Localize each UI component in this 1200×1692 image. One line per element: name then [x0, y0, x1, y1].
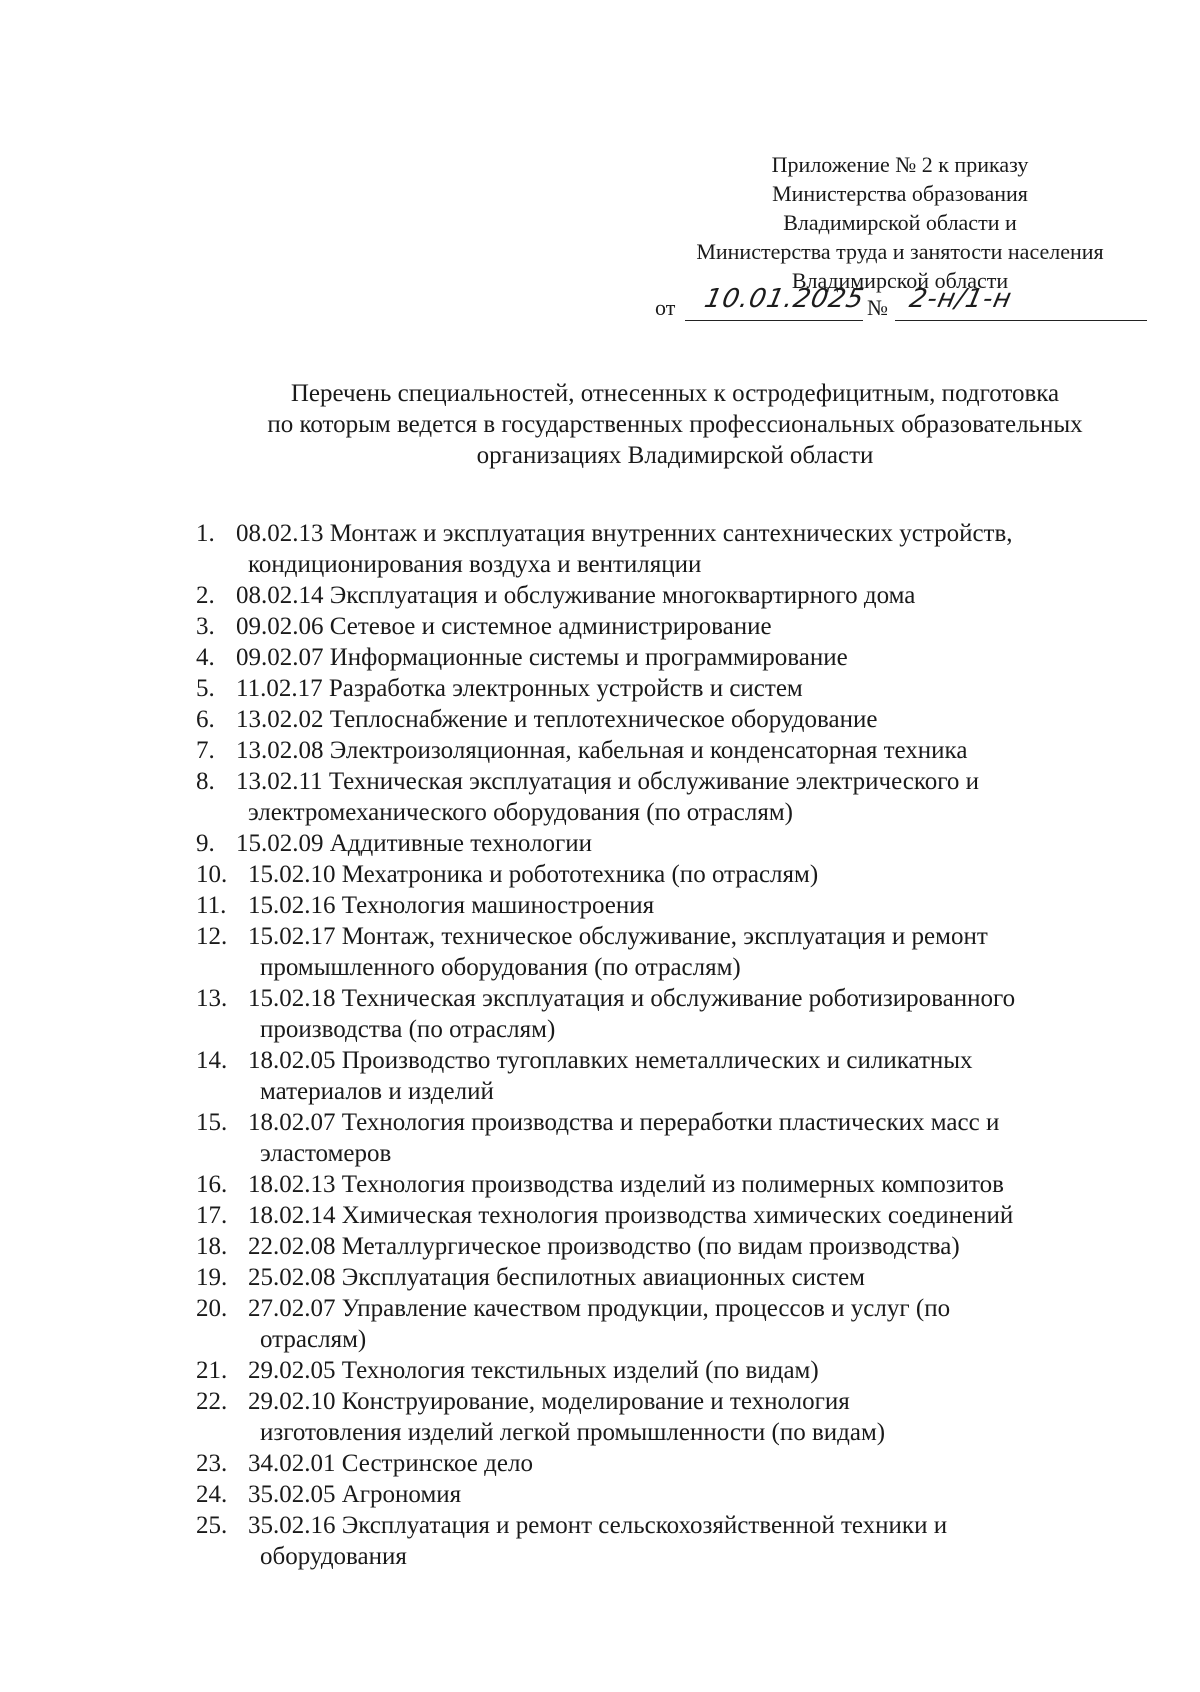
- item-number: 14.: [196, 1047, 228, 1074]
- header-line: Министерства образования: [772, 181, 1028, 206]
- title-line: Перечень специальностей, отнесенных к остродефицитным, подготовка: [290, 380, 1060, 407]
- number-underline: [895, 320, 1147, 321]
- list-item: [196, 1448, 1156, 1479]
- list-item: [196, 1107, 1156, 1169]
- item-text-continuation: материалов и изделий: [260, 1078, 494, 1105]
- item-number: 9.: [196, 830, 215, 857]
- item-text: 09.02.06 Сетевое и системное администрирование: [236, 613, 772, 640]
- item-text: 34.02.01 Сестринское дело: [248, 1450, 533, 1477]
- list-item: [196, 1510, 1156, 1572]
- list-item: [196, 828, 1156, 859]
- item-text: 22.02.08 Металлургическое производство (по видам производства): [248, 1233, 960, 1260]
- item-number: 3.: [196, 613, 215, 640]
- item-number: 4.: [196, 644, 215, 671]
- document-title: [200, 378, 1150, 471]
- list-item: [196, 1045, 1156, 1107]
- list-item: [196, 1293, 1156, 1355]
- list-item: [196, 611, 1156, 642]
- handwritten-date: 10.01.2025: [701, 284, 868, 314]
- item-text: 13.02.08 Электроизоляционная, кабельная и конденсаторная техника: [236, 737, 968, 764]
- list-item: [196, 580, 1156, 611]
- item-number: 25.: [196, 1512, 228, 1539]
- item-text-continuation: отраслям): [260, 1326, 367, 1353]
- item-number: 6.: [196, 706, 215, 733]
- item-number: 18.: [196, 1233, 228, 1260]
- list-item: [196, 921, 1156, 983]
- item-text: 11.02.17 Разработка электронных устройств и систем: [236, 675, 803, 702]
- item-text: 18.02.14 Химическая технология производства химических соединений: [248, 1202, 1014, 1229]
- list-item: [196, 1200, 1156, 1231]
- item-number: 20.: [196, 1295, 228, 1322]
- item-text: 15.02.10 Мехатроника и робототехника (по отраслям): [248, 861, 819, 888]
- item-text: 09.02.07 Информационные системы и программирование: [236, 644, 848, 671]
- header-line: Министерства труда и занятости населения: [696, 239, 1104, 264]
- item-text: 27.02.07 Управление качеством продукции, процессов и услуг (по: [248, 1295, 951, 1322]
- list-item: [196, 673, 1156, 704]
- number-label: №: [867, 295, 888, 320]
- item-text: 25.02.08 Эксплуатация беспилотных авиационных систем: [248, 1264, 865, 1291]
- item-text: 29.02.10 Конструирование, моделирование и технология: [248, 1388, 850, 1415]
- item-number: 8.: [196, 768, 215, 795]
- item-text: 13.02.11 Техническая эксплуатация и обслуживание электрического и: [236, 768, 980, 795]
- list-item: [196, 1169, 1156, 1200]
- list-item: [196, 518, 1156, 580]
- item-text: 13.02.02 Теплоснабжение и теплотехническое оборудование: [236, 706, 878, 733]
- item-text-continuation: производства (по отраслям): [260, 1016, 556, 1043]
- item-text: 35.02.05 Агрономия: [248, 1481, 462, 1508]
- date-label: от: [655, 295, 676, 320]
- item-text: 35.02.16 Эксплуатация и ремонт сельскохозяйственной техники и: [248, 1512, 948, 1539]
- item-text-continuation: промышленного оборудования (по отраслям): [260, 954, 741, 981]
- item-text-continuation: оборудования: [260, 1543, 407, 1570]
- list-item: [196, 983, 1156, 1045]
- list-item: [196, 890, 1156, 921]
- handwritten-number: 2-н/1-н: [906, 284, 1015, 314]
- title-line: по которым ведется в государственных профессиональных образовательных: [267, 411, 1083, 438]
- item-text: 18.02.07 Технология производства и переработки пластических масс и: [248, 1109, 1000, 1136]
- item-number: 12.: [196, 923, 228, 950]
- item-text: 15.02.16 Технология машиностроения: [248, 892, 655, 919]
- item-number: 13.: [196, 985, 228, 1012]
- item-number: 21.: [196, 1357, 228, 1384]
- list-item: [196, 1355, 1156, 1386]
- list-item: [196, 1386, 1156, 1448]
- item-number: 19.: [196, 1264, 228, 1291]
- item-number: 24.: [196, 1481, 228, 1508]
- list-item: [196, 1262, 1156, 1293]
- item-text-continuation: кондиционирования воздуха и вентиляции: [248, 551, 702, 578]
- item-number: 5.: [196, 675, 215, 702]
- item-number: 22.: [196, 1388, 228, 1415]
- item-text: 18.02.13 Технология производства изделий из полимерных композитов: [248, 1171, 1004, 1198]
- item-text: 08.02.14 Эксплуатация и обслуживание многоквартирного дома: [236, 582, 916, 609]
- item-text-continuation: изготовления изделий легкой промышленности (по видам): [260, 1419, 886, 1446]
- header-line: Владимирской области и: [783, 210, 1017, 235]
- item-number: 15.: [196, 1109, 228, 1136]
- item-number: 17.: [196, 1202, 228, 1229]
- list-item: [196, 1231, 1156, 1262]
- item-number: 1.: [196, 520, 215, 547]
- item-number: 7.: [196, 737, 215, 764]
- header-line: Приложение № 2 к приказу: [771, 152, 1029, 177]
- item-text: 29.02.05 Технология текстильных изделий (по видам): [248, 1357, 819, 1384]
- date-underline: [685, 320, 863, 321]
- item-number: 23.: [196, 1450, 228, 1477]
- item-text-continuation: эластомеров: [260, 1140, 392, 1167]
- item-text: 15.02.18 Техническая эксплуатация и обслуживание роботизированного: [248, 985, 1016, 1012]
- item-text: 15.02.09 Аддитивные технологии: [236, 830, 592, 857]
- item-text-continuation: электромеханического оборудования (по отраслям): [248, 799, 793, 826]
- list-item: [196, 859, 1156, 890]
- list-item: [196, 735, 1156, 766]
- order-reference: [655, 284, 1145, 324]
- item-number: 16.: [196, 1171, 228, 1198]
- list-item: [196, 642, 1156, 673]
- title-line: организациях Владимирской области: [476, 442, 874, 469]
- specialties-list: [196, 518, 1156, 1572]
- header-line: Владимирской области: [791, 268, 1009, 293]
- list-item: [196, 704, 1156, 735]
- item-number: 10.: [196, 861, 228, 888]
- item-text: 08.02.13 Монтаж и эксплуатация внутренних сантехнических устройств,: [236, 520, 1013, 547]
- item-text: 18.02.05 Производство тугоплавких неметаллических и силикатных: [248, 1047, 973, 1074]
- list-item: [196, 766, 1156, 828]
- list-item: [196, 1479, 1156, 1510]
- item-number: 11.: [196, 892, 227, 919]
- item-number: 2.: [196, 582, 215, 609]
- appendix-header: [640, 150, 1160, 295]
- item-text: 15.02.17 Монтаж, техническое обслуживание, эксплуатация и ремонт: [248, 923, 988, 950]
